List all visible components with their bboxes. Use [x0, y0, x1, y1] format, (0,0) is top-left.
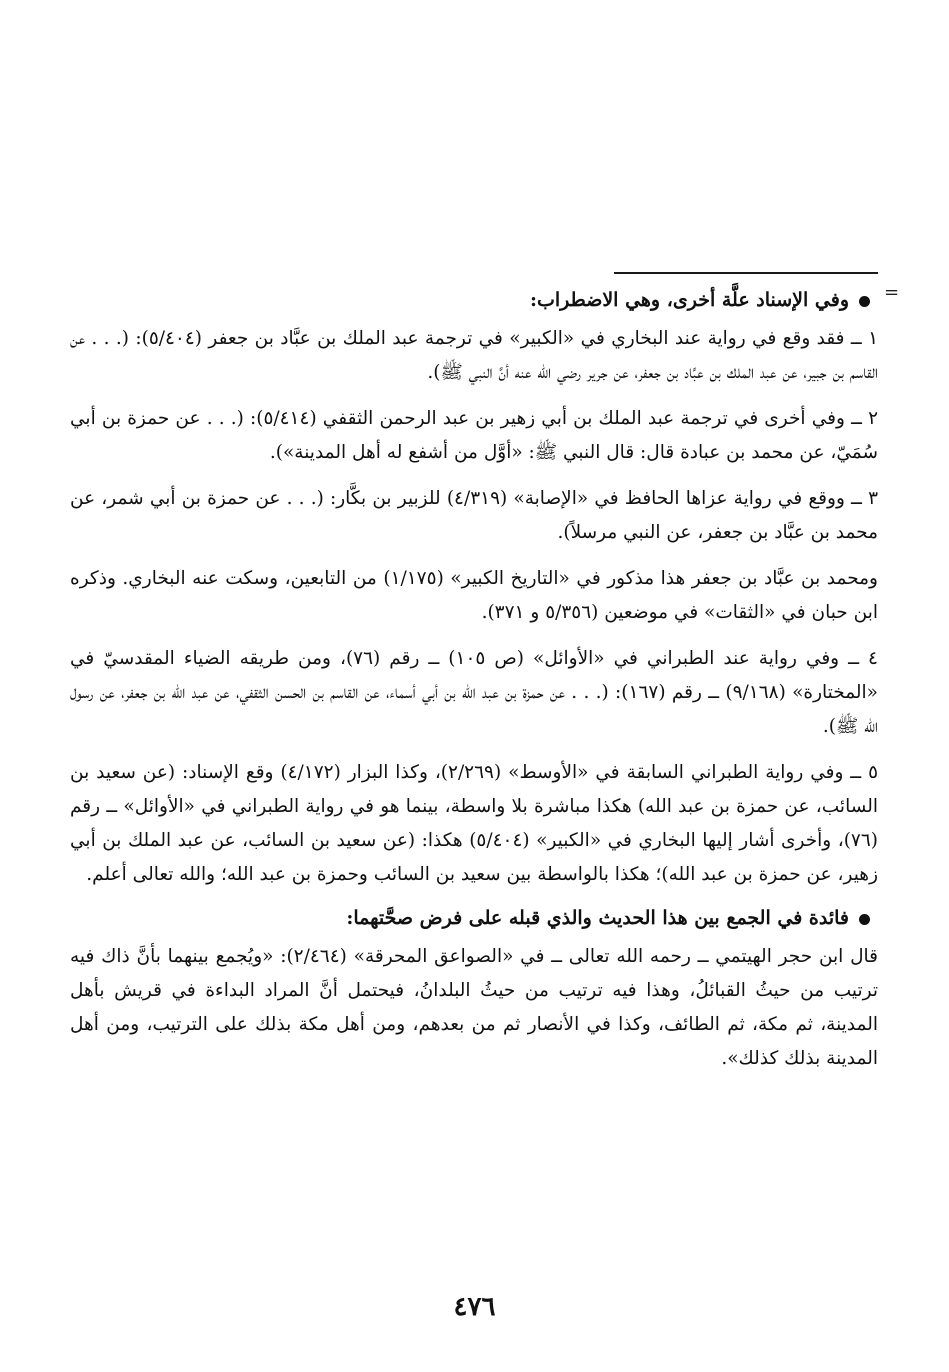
paragraph-5: ٥ ــ وفي رواية الطبراني السابقة في «الأوسط» (٢/٢٦٩)، وكذا البزار (٤/١٧٢) وقع الإسناد: (عن سعيد بن السائب، عن حمزة بن عبد الله) هكذا مباشرة بلا واسطة، بينما هو في رواية الطبراني في «الأوائل» ــ رقم (٧٦)، وأخرى أشار إليها البخاري في «الكبير» (٥/٤٠٤) هكذا: (عن سعيد بن السائب، عن عبد الملك بن أبي زهير، عن حمزة بن عبد الله)؛ هكذا بالواسطة بين سعيد بن السائب وحمزة بن عبد الله؛ والله تعالى أعلم.: [70, 762, 879, 885]
paragraph-2: ٢ ــ وفي أخرى في ترجمة عبد الملك بن أبي زهير بن عبد الرحمن الثقفي (٥/٤١٤): (. . . عن حمزة بن أبي سُمَيّ، عن محمد بن عبادة قال: قال النبي ﷺ: «أوَّل من أشفع له أهل المدينة»).: [70, 408, 878, 463]
section-heading-text: فائدة في الجمع بين هذا الحديث والذي قبله على فرض صحَّتهما:: [346, 907, 849, 929]
paragraph-1: ١ ــ فقد وقع في رواية عند البخاري في «الكبير» في ترجمة عبد الملك بن عبَّاد بن جعفر (٥/٤٠٤): (. . . عن القاسم بن جبير، عن عبد الملك بن عبَّاد بن جعفر، عن جرير رضي الله عنه أنَّ النبي ﷺ).: [70, 328, 879, 383]
footnote-separator-rule: [614, 272, 878, 274]
page-number: ٤٧٦: [453, 1292, 496, 1322]
section-heading-idtirab: [70, 284, 878, 316]
section-heading-faida: [70, 902, 878, 934]
paragraph-4: ٤ ــ وفي رواية عند الطبراني في «الأوائل» (ص ١٠٥) ــ رقم (٧٦)، ومن طريقه الضياء المقدسيّ في «المختارة» (٩/١٦٨) ــ رقم (١٦٧): (. . . عن حمزة بن عبد الله بن أبي أسماء، عن القاسم بن الحسن الثقفي، عن عبد الله بن جعفر، عن رسول الله ﷺ).: [70, 648, 878, 737]
footnote-continuation-marker: =: [884, 282, 900, 303]
section-heading-text: وفي الإسناد علَّة أخرى، وهي الاضطراب:: [529, 289, 849, 311]
paragraph-note: ومحمد بن عبَّاد بن جعفر هذا مذكور في «التاريخ الكبير» (١/١٧٥) من التابعين، وسكت عنه البخاري. وذكره ابن حبان في «الثقات» في موضعين (٥/٣٥٦ و ٣٧١).: [70, 568, 878, 623]
footnote-body: [70, 284, 878, 1088]
paragraph-3: ٣ ــ ووقع في رواية عزاها الحافظ في «الإصابة» (٤/٣١٩) للزبير بن بكَّار: (. . . عن حمزة بن أبي شمر، عن محمد بن عبَّاد بن جعفر، عن النبي مرسلاً).: [70, 488, 879, 543]
paragraph-haytami-quote: قال ابن حجر الهيتمي ــ رحمه الله تعالى ــ في «الصواعق المحرقة» (٢/٤٦٤): «ويُجمع بينهما بأنَّ ذاك فيه ترتيب من حيثُ القبائلُ، وهذا فيه ترتيب من حيثُ البلدانُ، فيحتمل أنَّ المراد البداءة في قريش بأهل المدينة، ثم مكة، ثم الطائف، وكذا في الأنصار ثم من بعدهم، ومن أهل مكة بذلك على الترتيب، ومن أهل المدينة بذلك كذلك».: [70, 946, 878, 1069]
bullet-icon: [859, 296, 870, 307]
bullet-icon: [859, 914, 870, 925]
